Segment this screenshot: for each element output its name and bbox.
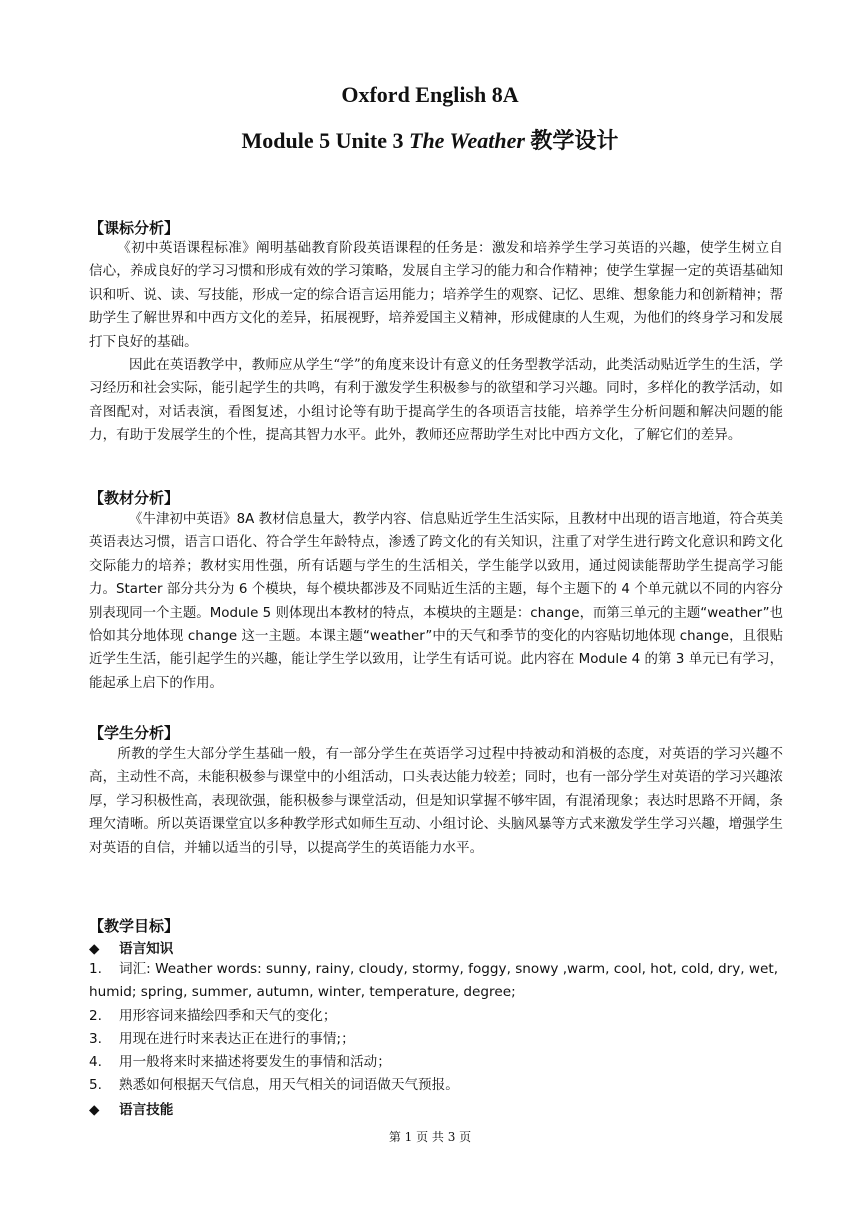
diamond-bullet-icon: ◆ <box>89 941 100 957</box>
section-heading-textbook: 【教材分析】 <box>89 489 180 507</box>
list-number: 4. <box>89 1054 102 1070</box>
students-p1-text: 所教的学生大部分学生基础一般，有一部分学生在英语学习过程中持被动和消极的态度，对英语的学习兴趣不高，主动性不高，未能积极参与课堂中的小组活动，口头表达能力较差；同时，也有一部分学生对英语的学习兴趣浓厚，学习积极性高，表现欲强，能积极参与课堂活动，但是知识掌握不够牢固，有混淆现象；表达时思路不开阔，条理欠清晰。所以英语课堂宜以多种教学形式如师生互动、小组讨论、头脑风暴等方式来激发学生学习兴趣，增强学生对英语的自信，并辅以适当的引导，以提高学生的英语能力水平。 <box>89 746 783 856</box>
list-text: 用形容词来描绘四季和天气的变化； <box>119 1008 337 1024</box>
section-heading-curriculum: 【课标分析】 <box>89 219 180 237</box>
list-item <box>89 1005 783 1028</box>
document-subtitle <box>0 124 860 155</box>
list-text: 用现在进行时来表达正在进行的事情;； <box>119 1031 355 1047</box>
curriculum-paragraph-1 <box>89 237 783 354</box>
subtitle-prefix: Module 5 Unite 3 <box>241 128 409 153</box>
list-number: 2. <box>89 1008 102 1024</box>
subtitle-italic: The Weather <box>409 128 525 153</box>
document-title: Oxford English 8A <box>341 82 519 107</box>
bullet-language-knowledge <box>89 937 173 957</box>
list-text: 用一般将来时来描述将要发生的事情和活动； <box>119 1054 391 1070</box>
list-text: 熟悉如何根据天气信息，用天气相关的词语做天气预报。 <box>119 1077 459 1093</box>
bullet-label: 语言知识 <box>119 941 174 957</box>
students-paragraph-1 <box>89 743 783 860</box>
textbook-paragraph-1 <box>89 508 783 695</box>
list-item <box>89 1074 783 1097</box>
bullet-language-skills <box>89 1098 173 1118</box>
list-item <box>89 1028 783 1051</box>
list-number: 1. <box>89 961 102 977</box>
subtitle-suffix: 教学设计 <box>524 128 619 153</box>
diamond-bullet-icon: ◆ <box>89 1102 100 1118</box>
list-item <box>89 958 783 1005</box>
list-number: 5. <box>89 1077 102 1093</box>
list-text: 词汇: Weather words: sunny, rainy, cloudy, stormy, foggy, snowy ,warm, cool, hot, cold, dry, wet, humid; spring, summer, autumn, winter, temperature, degree; <box>89 961 779 1001</box>
section-heading-objectives: 【教学目标】 <box>89 917 180 935</box>
page-footer: 第 1 页 共 3 页 <box>388 1130 472 1144</box>
curriculum-p2-text: 因此在英语教学中，教师应从学生“学”的角度来设计有意义的任务型教学活动，此类活动贴近学生的生活，学习经历和社会实际，能引起学生的共鸣，有利于激发学生积极参与的欲望和学习兴趣。同时，多样化的教学活动，如音图配对，对话表演，看图复述，小组讨论等有助于提高学生的各项语言技能，培养学生分析问题和解决问题的能力，有助于发展学生的个性，提高其智力水平。此外，教师还应帮助学生对比中西方文化，了解它们的差异。 <box>89 357 783 444</box>
curriculum-paragraph-2 <box>89 354 783 448</box>
textbook-p1-text: 《牛津初中英语》8A 教材信息量大，教学内容、信息贴近学生生活实际，且教材中出现的语言地道，符合英美英语表达习惯，语言口语化、符合学生年龄特点，渗透了跨文化的有关知识，注重了对学生进行跨文化意识和跨文化交际能力的培养；教材实用性强，所有话题与学生的生活相关，学生能学以致用，通过阅读能帮助学生提高学习能力。Starter 部分共分为 6 个模块，每个模块都涉及不同贴近生活的主题，每个主题下的 4 个单元就以不同的内容分别表现同一个主题。Module 5 则体现出本教材的特点，本模块的主题是：change，而第三单元的主题“weather”也恰如其分地体现 change 这一主题。本课主题“weather”中的天气和季节的变化的内容贴切地体现 change，且很贴近学生生活，能引起学生的兴趣，能让学生学以致用，让学生有话可说。此内容在 Module 4 的第 3 单元已有学习，能起承上启下的作用。 <box>89 512 783 691</box>
bullet-label: 语言技能 <box>119 1102 174 1118</box>
list-item <box>89 1051 783 1074</box>
list-number: 3. <box>89 1031 102 1047</box>
section-heading-students: 【学生分析】 <box>89 724 180 742</box>
curriculum-p1-text: 《初中英语课程标准》阐明基础教育阶段英语课程的任务是：激发和培养学生学习英语的兴趣，使学生树立自信心，养成良好的学习习惯和形成有效的学习策略，发展自主学习的能力和合作精神；使学生掌握一定的英语基础知识和听、说、读、写技能，形成一定的综合语言运用能力；培养学生的观察、记忆、思维、想象能力和创新精神；帮助学生了解世界和中西方文化的差异，拓展视野，培养爱国主义精神，形成健康的人生观，为他们的终身学习和发展打下良好的基础。 <box>89 240 783 350</box>
